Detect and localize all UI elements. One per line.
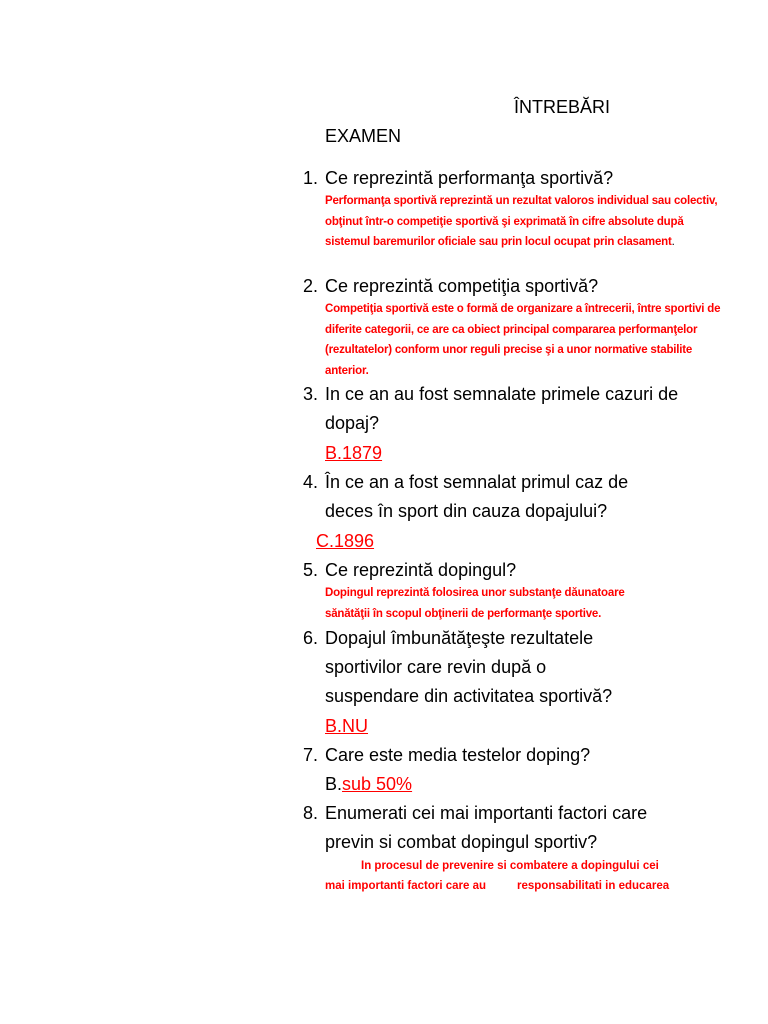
question-text: În ce an a fost semnalat primul caz de deces în sport din cauza dopajului? <box>325 472 629 521</box>
question-text: Ce reprezintă competiţia sportivă? <box>325 276 599 296</box>
question-number: 8. <box>303 803 319 823</box>
question-text: Care este media testelor doping? <box>325 745 591 765</box>
question-number: 1. <box>303 168 319 188</box>
answer-6 <box>325 715 368 737</box>
answer-3 <box>325 442 382 464</box>
answer-text: Performanţa sportivă reprezintă un rezultat valoros individual sau colectiv, obţinut într-o competiţie sportivă şi exprimată în cifre absolute după sistemul baremurilor oficiale sau prin locul ocupat prin clasament <box>325 195 718 248</box>
question-number: 6. <box>303 628 319 648</box>
question-1 <box>303 164 743 193</box>
answer-choice: B.1879 <box>325 443 383 463</box>
answer-7 <box>325 773 412 795</box>
page-subtitle: EXAMEN <box>325 126 402 146</box>
question-number: 4. <box>303 472 319 492</box>
answer-2: Competiţia sportivă este o formă de organizare a întrecerii, între sportivi de diferite categorii, ce are ca obiect principal compararea performanţelor (rezultatelor) conform unor reguli precise şi a unor normative stabilite anterior. <box>325 303 721 377</box>
answer-choice: B.NU <box>325 716 369 736</box>
question-text: In ce an au fost semnalate primele cazuri de dopaj? <box>325 384 679 433</box>
answer-end-punct: . <box>671 236 675 248</box>
question-number: 5. <box>303 560 319 580</box>
answer-choice: sub 50% <box>342 774 413 794</box>
question-2 <box>303 272 743 301</box>
answer-choice: C.1896 <box>316 531 375 551</box>
question-8 <box>303 799 663 857</box>
answer-4 <box>316 530 374 552</box>
question-6 <box>303 624 643 711</box>
question-number: 3. <box>303 384 319 404</box>
question-text: Enumerati cei mai importanti factori care previn si combat dopingul sportiv? <box>325 803 648 852</box>
answer-5: Dopingul reprezintă folosirea unor substanţe dăunatoare sănătăţii în scopul obţinerii de performanţe sportive. <box>325 587 625 620</box>
question-7 <box>303 741 743 770</box>
question-number: 7. <box>303 745 319 765</box>
answer-8-line-1: In procesul de prevenire si combatere a dopingului cei <box>361 860 659 872</box>
answer-8-line-2a: mai importanti factori care au <box>325 880 487 892</box>
question-text: Ce reprezintă performanţa sportivă? <box>325 168 614 188</box>
page-title: ÎNTREBĂRI <box>514 97 611 117</box>
answer-8-line-2b: responsabilitati in educarea <box>517 880 670 892</box>
question-text: Dopajul îmbunătăţeşte rezultatele sportivilor care revin după o suspendare din activitatea sportivă? <box>325 628 613 706</box>
question-5 <box>303 556 743 585</box>
question-4 <box>303 468 643 526</box>
answer-prefix: B. <box>325 774 343 794</box>
question-number: 2. <box>303 276 319 296</box>
question-3 <box>303 380 703 438</box>
answer-1 <box>325 191 725 253</box>
question-text: Ce reprezintă dopingul? <box>325 560 517 580</box>
